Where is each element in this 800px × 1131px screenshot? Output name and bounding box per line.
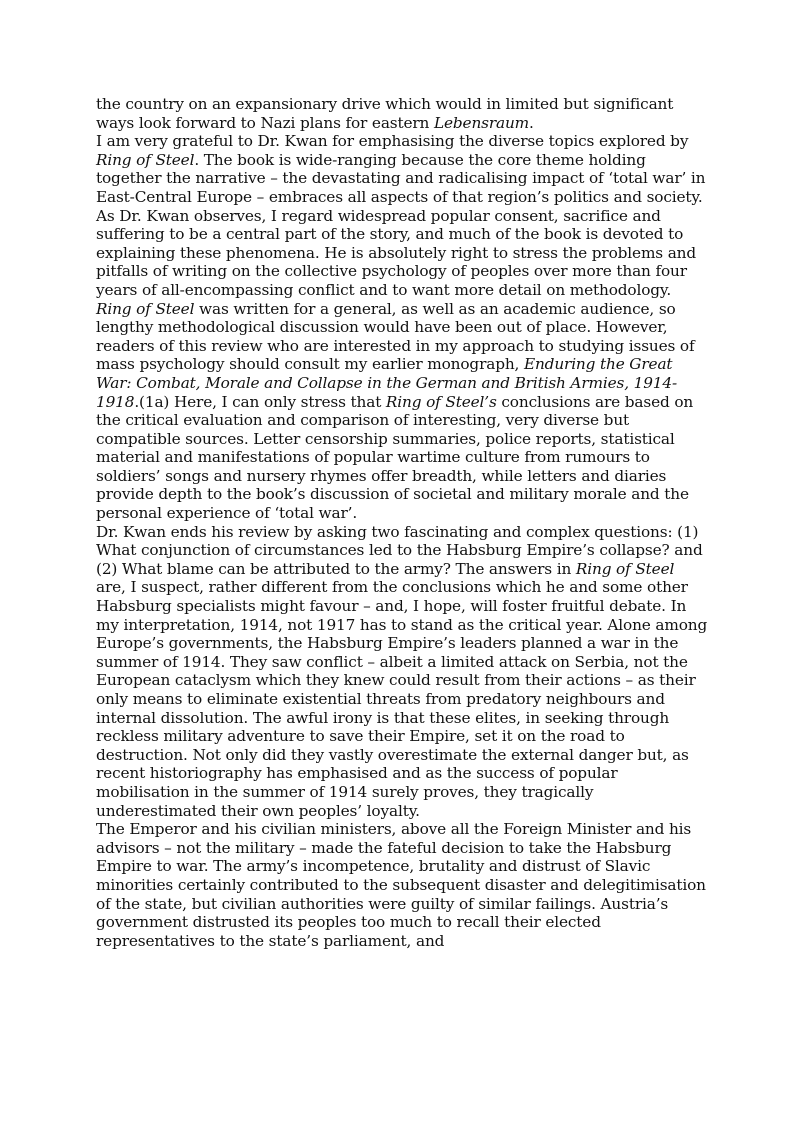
- italic-text-run: Ring of Steel’s: [385, 392, 497, 411]
- paragraph: [96, 95, 708, 132]
- italic-text-run: Ring of Steel: [96, 299, 195, 318]
- text-run: was written for a general, as well as an academic audience, so lengthy methodological discussion would have been out of place. However, readers of this review who are interested in my approach to studying issues of mass psychology should consult my earlier monograph,: [96, 299, 695, 374]
- text-run: are, I suspect, rather different from the conclusions which he and some other Habsburg specialists might favour – and, I hope, will foster fruitful debate. In my interpretation, 1914, not 1917 has to stand as the critical year. Alone among Europe’s governments, the Habsburg Empire’s leaders planned a war in the summer of 1914. They saw conflict – albeit a limited attack on Serbia, not the European cataclysm which they knew could result from their actions – as their only means to eliminate existential threats from predatory neighbours and internal dissolution. The awful irony is that these elites, in seeking through reckless military adventure to save their Empire, set it on the road to destruction. Not only did they vastly overestimate the external danger but, as recent historiography has emphasised and as the success of popular mobilisation in the summer of 1914 surely proves, they tragically underestimated their own peoples’ loyalty.: [96, 578, 708, 820]
- paragraph: [96, 820, 708, 950]
- italic-text-run: Ring of Steel: [96, 150, 195, 169]
- italic-text-run: Ring of Steel: [575, 559, 675, 578]
- paragraph: [96, 523, 708, 821]
- text-run: .(1a) Here, I can only stress that: [134, 392, 386, 411]
- text-run: conclusions are based on the critical evaluation and comparison of interesting, very diverse but compatible sources. Letter censorship summaries, police reports, statistical material and manifestations of popular wartime culture from rumours to soldiers’ songs and nursery rhymes offer breadth, while letters and diaries provide depth to the book’s discussion of societal and military morale and the personal experience of ‘total war’.: [96, 392, 694, 523]
- text-run: . The book is wide-ranging because the core theme holding together the narrative – the devastating and radicalising impact of ‘total war’ in East-Central Europe – embraces all aspects of that region’s politics and society. As Dr. Kwan observes, I regard widespread popular consent, sacrifice and suffering to be a central part of the story, and much of the book is devoted to explaining these phenomena. He is absolutely right to stress the problems and pitfalls of writing on the collective psychology of peoples over more than four years of all-encompassing conflict and to want more detail on methodology.: [96, 150, 706, 299]
- text-run: .: [529, 113, 534, 132]
- italic-text-run: Lebensraum: [433, 113, 530, 132]
- document-body: [96, 95, 708, 950]
- text-run: the country on an expansionary drive which would in limited but significant ways look forward to Nazi plans for eastern: [96, 95, 674, 132]
- text-run: The Emperor and his civilian ministers, above all the Foreign Minister and his advisors – not the military – made the fateful decision to take the Habsburg Empire to war. The army’s incompetence, brutality and distrust of Slavic minorities certainly contributed to the subsequent disaster and delegitimisation of the state, but civilian authorities were guilty of similar failings. Austria’s government distrusted its peoples too much to recall their elected representatives to the state’s parliament, and: [96, 820, 706, 950]
- text-run: Dr. Kwan ends his review by asking two fascinating and complex questions: (1) What conjunction of circumstances led to the Habsburg Empire’s collapse? and (2) What blame can be attributed to the army? The answers in: [96, 522, 703, 578]
- paragraph: [96, 132, 708, 522]
- italic-text-run: Enduring the Great War: Combat, Morale and Collapse in the German and British Armies, 1914-1918: [96, 355, 677, 411]
- text-run: I am very grateful to Dr. Kwan for emphasising the diverse topics explored by: [96, 132, 689, 151]
